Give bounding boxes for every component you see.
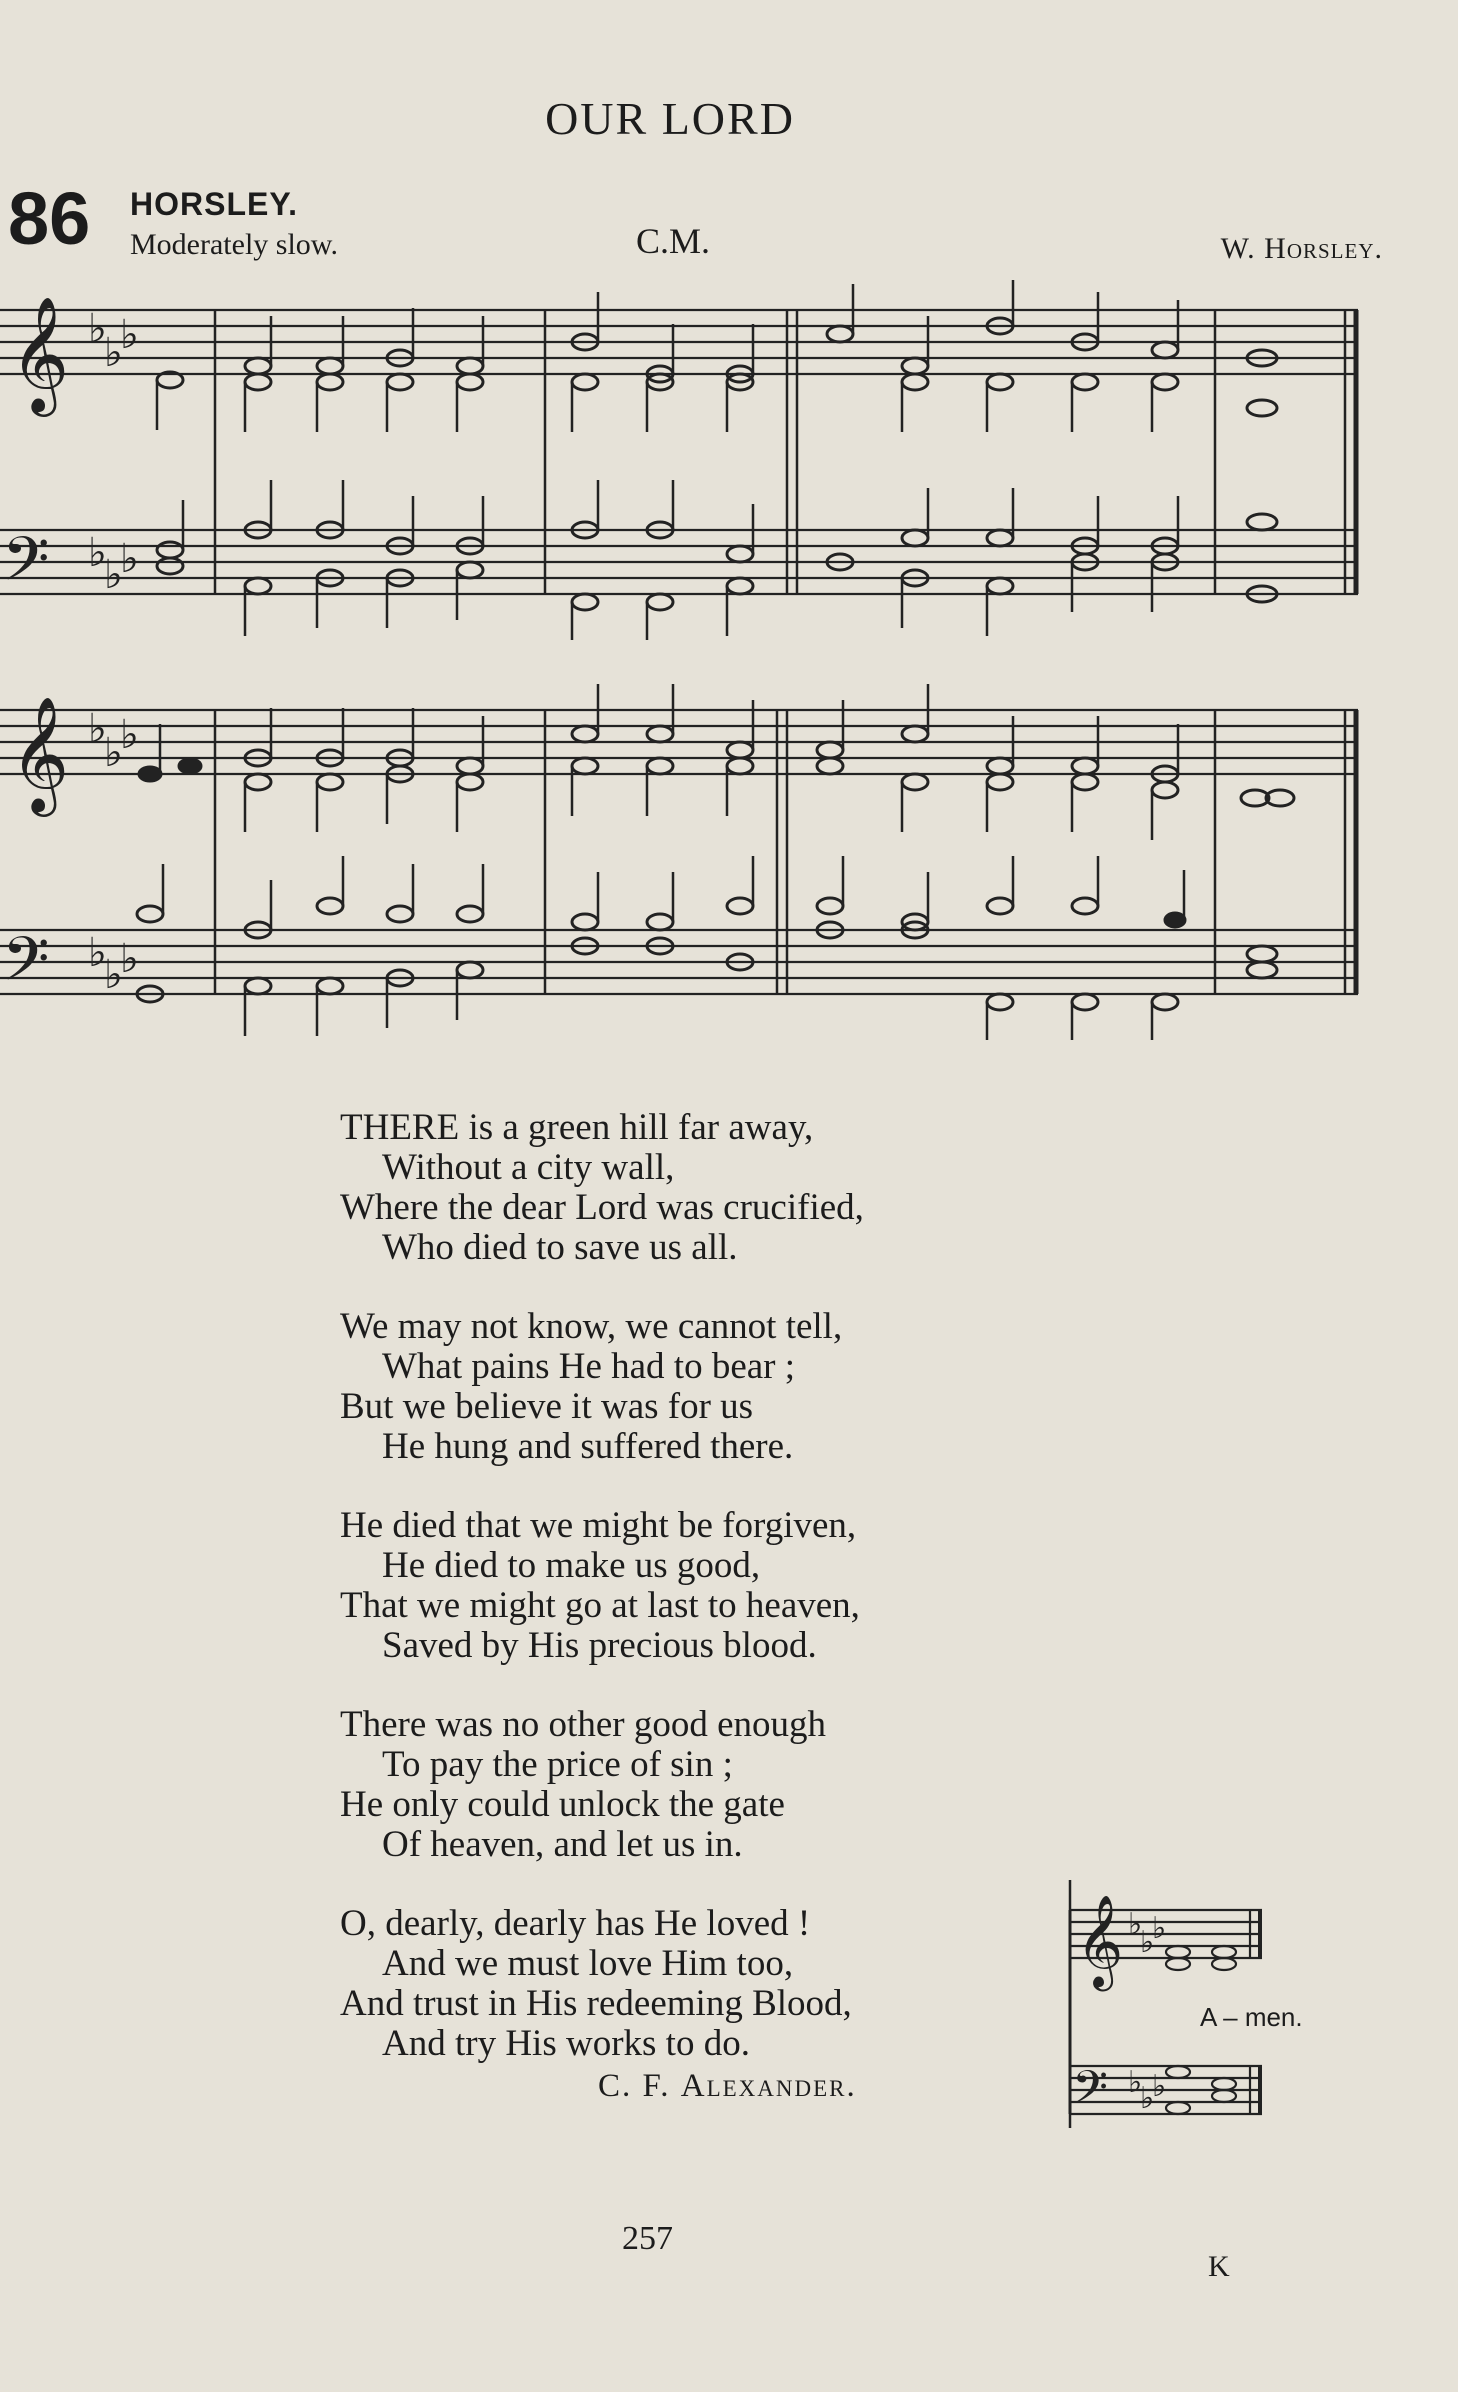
verse-line: There was no other good enough xyxy=(340,1704,827,1745)
treble-clef-icon: 𝄞 xyxy=(10,695,70,812)
composer-initial: W. xyxy=(1220,232,1265,265)
notes-2 xyxy=(137,726,1294,1010)
bass-clef-icon: 𝄢 xyxy=(2,524,50,610)
verse-line: We may not know, we cannot tell, xyxy=(340,1306,843,1347)
verse-line: What pains He had to bear ; xyxy=(382,1346,796,1387)
stanza-1 xyxy=(340,1108,1060,1268)
bass-clef-icon: 𝄢 xyxy=(1072,2061,1109,2126)
svg-text:♭: ♭ xyxy=(120,536,139,582)
svg-text:♭: ♭ xyxy=(1152,1911,1167,1946)
svg-text:♭: ♭ xyxy=(88,530,107,576)
svg-text:♭: ♭ xyxy=(1128,1907,1143,1942)
hymn-number: 86 xyxy=(8,177,91,260)
signature-mark: K xyxy=(1208,2250,1230,2283)
svg-text:♭: ♭ xyxy=(1152,2069,1167,2104)
treble-staff-1 xyxy=(0,310,1358,374)
verse-line: He only could unlock the gate xyxy=(340,1784,785,1825)
verse-line: Without a city wall, xyxy=(382,1147,675,1188)
verse-line: Saved by His precious blood. xyxy=(382,1625,817,1666)
running-head: OUR LORD xyxy=(545,93,795,144)
verse-line: That we might go at last to heaven, xyxy=(340,1585,860,1626)
key-signature-icon xyxy=(88,306,139,598)
stanza-2 xyxy=(340,1307,1060,1467)
verse-line: He hung and suffered there. xyxy=(382,1426,794,1467)
tune-name: HORSLEY. xyxy=(130,186,299,222)
verse-line: THERE is a green hill far away, xyxy=(340,1107,814,1148)
treble-staff-2 xyxy=(0,710,1358,774)
verse-line: He died that we might be forgiven, xyxy=(340,1505,857,1546)
svg-text:♭: ♭ xyxy=(120,712,139,758)
stanza-3 xyxy=(340,1506,1060,1666)
composer xyxy=(1221,232,1383,266)
author-surname: Alexander. xyxy=(680,2068,857,2104)
svg-text:♭: ♭ xyxy=(104,330,123,376)
page-number: 257 xyxy=(622,2220,673,2257)
author xyxy=(598,2068,857,2105)
verse-line: And try His works to do. xyxy=(382,2023,750,2064)
stems-1 xyxy=(157,280,1178,640)
verse-line: Who died to save us all. xyxy=(382,1227,738,1268)
stanza-5 xyxy=(340,1904,1060,2064)
meter: C.M. xyxy=(636,221,711,261)
verse-line: And trust in His redeeming Blood, xyxy=(340,1983,852,2024)
svg-text:♭: ♭ xyxy=(88,306,107,352)
svg-text:♭: ♭ xyxy=(88,706,107,752)
music-system-2 xyxy=(0,680,1458,1040)
tempo-marking: Moderately slow. xyxy=(130,228,339,261)
svg-text:♭: ♭ xyxy=(1140,1925,1155,1960)
key-signature-icon xyxy=(1128,1907,1166,2116)
svg-text:♭: ♭ xyxy=(104,730,123,776)
bass-clef-icon: 𝄢 xyxy=(2,924,50,1010)
verse-line: He died to make us good, xyxy=(382,1545,761,1586)
hymn-text xyxy=(340,1108,1060,2103)
barlines-2 xyxy=(215,710,1356,994)
svg-text:♭: ♭ xyxy=(104,552,123,598)
amen-label: A – men. xyxy=(1200,2002,1303,2032)
svg-text:♭: ♭ xyxy=(1128,2065,1143,2100)
music-system-1 xyxy=(0,280,1458,640)
verse-line: To pay the price of sin ; xyxy=(382,1744,733,1785)
treble-clef-icon: 𝄞 xyxy=(1076,1894,1124,1987)
verse-line: Of heaven, and let us in. xyxy=(382,1824,743,1865)
bass-staff-2 xyxy=(0,930,1358,994)
treble-clef-icon: 𝄞 xyxy=(10,295,70,412)
barlines-1 xyxy=(215,310,1356,594)
svg-text:♭: ♭ xyxy=(120,312,139,358)
notes-1 xyxy=(157,318,1277,610)
svg-text:♭: ♭ xyxy=(1140,2081,1155,2116)
verse-line: Where the dear Lord was crucified, xyxy=(340,1187,864,1228)
key-signature-icon xyxy=(88,706,139,998)
verse-line: O, dearly, dearly has He loved ! xyxy=(340,1903,811,1944)
author-initials: C. F. xyxy=(598,2068,681,2104)
stanza-4 xyxy=(340,1705,1060,1865)
verse-line: But we believe it was for us xyxy=(340,1386,754,1427)
svg-text:♭: ♭ xyxy=(104,952,123,998)
svg-text:♭: ♭ xyxy=(88,930,107,976)
composer-surname: Horsley. xyxy=(1264,232,1383,265)
verse-line: And we must love Him too, xyxy=(382,1943,794,1984)
svg-text:♭: ♭ xyxy=(120,936,139,982)
